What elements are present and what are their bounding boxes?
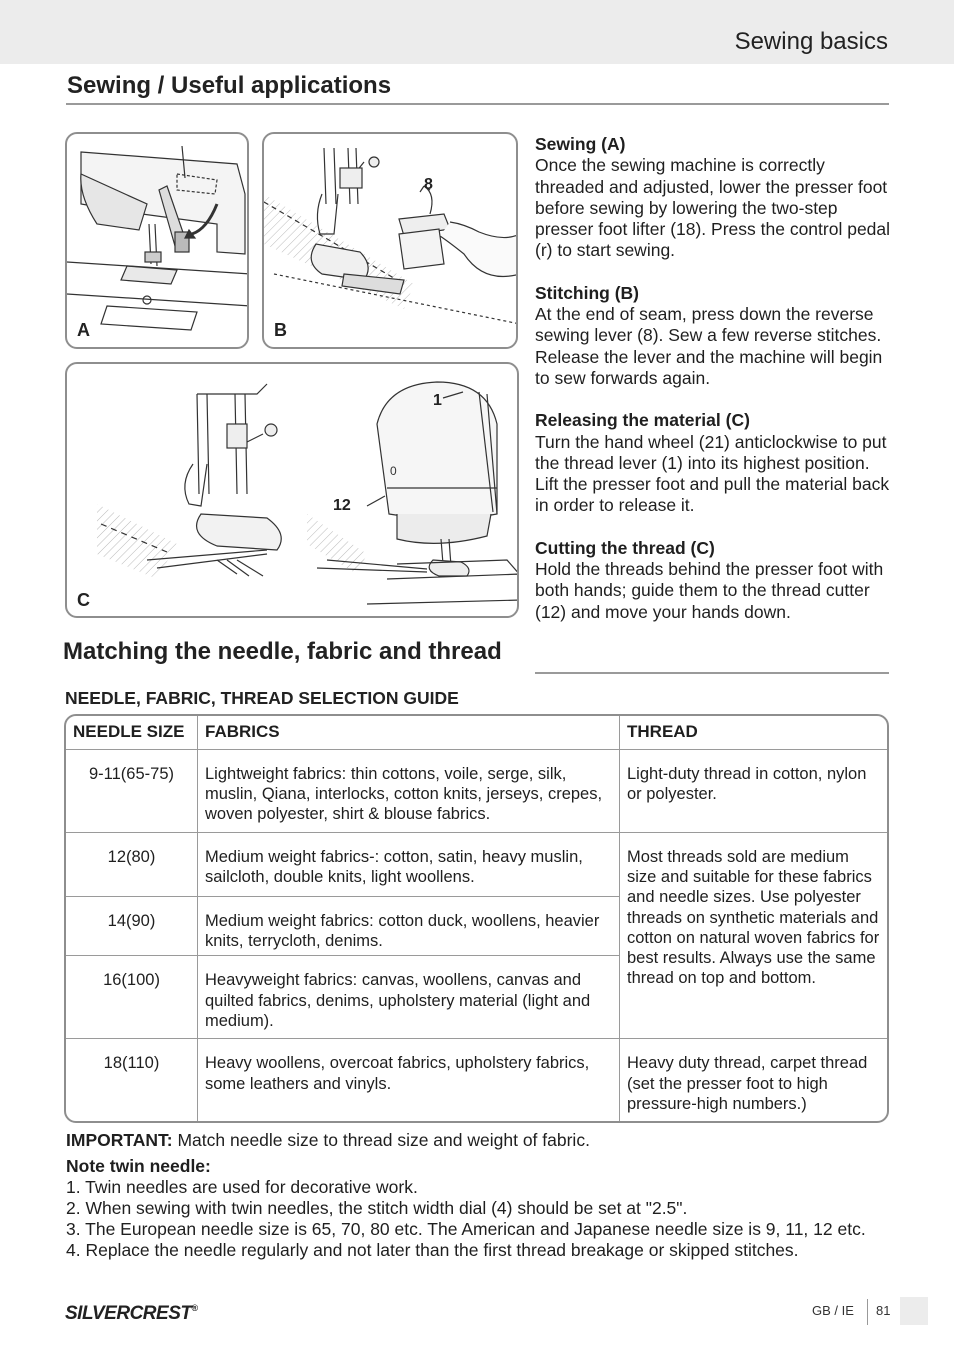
instruction-sewing-a bbox=[535, 134, 895, 262]
table-row bbox=[66, 750, 887, 833]
instruction-text: At the end of seam, press down the reverse sewing lever (8). Sew a few reverse stitches. Release the lever and the machine will begin to sew forwards again. bbox=[535, 304, 883, 388]
figure-label-a: A bbox=[77, 320, 90, 340]
important-note bbox=[66, 1130, 896, 1151]
header-fabrics: FABRICS bbox=[198, 716, 620, 750]
footer-divider bbox=[867, 1299, 868, 1325]
fabrics-cell: Lightweight fabrics: thin cottons, voile, serge, silk, muslin, Qiana, interlocks, cotton knits, jerseys, crepes, woven polyester, shirt & blouse fabrics. bbox=[198, 750, 620, 833]
figure-b-stitching bbox=[262, 132, 518, 349]
instruction-releasing-c bbox=[535, 410, 895, 516]
brand-name: SILVERCREST bbox=[65, 1303, 192, 1324]
instruction-heading: Sewing (A) bbox=[535, 134, 626, 154]
release-and-cut-illustration bbox=[67, 364, 519, 618]
instruction-text: Once the sewing machine is correctly threaded and adjusted, lower the presser foot before sewing by lowering the two-step presser foot lifter (18). Press the control pedal (r) to start sewing. bbox=[535, 155, 891, 261]
section-title-matching: Matching the needle, fabric and thread bbox=[63, 638, 502, 665]
callout-8: 8 bbox=[424, 176, 433, 193]
needle-size-cell: 9-11(65-75) bbox=[66, 750, 198, 833]
callout-12: 12 bbox=[333, 497, 351, 514]
instruction-heading: Stitching (B) bbox=[535, 282, 640, 303]
section-rule-2 bbox=[535, 672, 889, 674]
needle-size-cell: 18(110) bbox=[66, 1039, 198, 1122]
twin-needle-title: Note twin needle: bbox=[66, 1156, 211, 1176]
reverse-lever-illustration bbox=[264, 134, 518, 349]
instruction-heading: Cutting the thread (C) bbox=[535, 537, 715, 558]
table-header-row bbox=[66, 716, 887, 750]
fabrics-cell: Medium weight fabrics-: cotton, satin, heavy muslin, sailcloth, double knits, light woollens. bbox=[198, 833, 620, 897]
figure-a-sewing bbox=[65, 132, 249, 349]
fabrics-cell: Heavy woollens, overcoat fabrics, upholstery fabrics, some leathers and vinyls. bbox=[198, 1039, 620, 1122]
footer-tab bbox=[900, 1297, 928, 1325]
fabrics-cell: Medium weight fabrics: cotton duck, woollens, heavier knits, terrycloth, denims. bbox=[198, 897, 620, 956]
header-thread: THREAD bbox=[620, 716, 888, 750]
list-item: 2. When sewing with twin needles, the stitch width dial (4) should be set at "2.5". bbox=[66, 1198, 688, 1218]
notes-block bbox=[66, 1130, 896, 1261]
footer-language: GB / IE bbox=[812, 1303, 854, 1318]
twin-needle-list bbox=[66, 1177, 896, 1261]
list-item: 3. The European needle size is 65, 70, 80 etc. The American and Japanese needle size is 9, 11, 12 etc. bbox=[66, 1219, 866, 1239]
important-label: IMPORTANT: bbox=[66, 1130, 173, 1150]
figure-label-b: B bbox=[274, 320, 287, 340]
dial-mark: 0 bbox=[390, 464, 397, 478]
sewing-machine-lift-illustration bbox=[67, 134, 249, 349]
needle-size-cell: 16(100) bbox=[66, 956, 198, 1039]
brand-logo bbox=[65, 1303, 198, 1325]
selection-guide-table bbox=[64, 714, 889, 1123]
thread-cell-merged: Most threads sold are medium size and suitable for these fabrics and needle sizes. Use polyester threads on synthetic materials and cotton on natural woven fabrics for best results. Always use the same thread on top and bottom. bbox=[620, 833, 888, 1039]
instruction-heading: Releasing the material (C) bbox=[535, 410, 750, 431]
table-row bbox=[66, 833, 887, 897]
guide-table bbox=[66, 716, 887, 1122]
instruction-text: Hold the threads behind the presser foot with both hands; guide them to the thread cutter (12) and move your hands down. bbox=[535, 559, 884, 622]
list-item: 1. Twin needles are used for decorative work. bbox=[66, 1177, 418, 1197]
thread-cell: Heavy duty thread, carpet thread (set the presser foot to high pressure-high numbers.) bbox=[620, 1039, 888, 1122]
instruction-stitching-b bbox=[535, 283, 895, 389]
thread-cell: Light-duty thread in cotton, nylon or polyester. bbox=[620, 750, 888, 833]
page-number: 81 bbox=[876, 1303, 891, 1318]
header-needle-size: NEEDLE SIZE bbox=[66, 716, 198, 750]
figure-c-releasing bbox=[65, 362, 519, 618]
figure-label-c: C bbox=[77, 590, 90, 610]
instruction-text: Turn the hand wheel (21) anticlockwise to put the thread lever (1) into its highest position. Lift the presser foot and pull the material back in order to release it. bbox=[535, 431, 890, 516]
instructions-column bbox=[535, 134, 895, 644]
fabrics-cell: Heavyweight fabrics: canvas, woollens, canvas and quilted fabrics, denims, upholstery material (light and medium). bbox=[198, 956, 620, 1039]
list-item: 4. Replace the needle regularly and not later than the first thread breakage or skipped stitches. bbox=[66, 1240, 799, 1260]
registered-mark: ® bbox=[191, 1303, 198, 1313]
needle-size-cell: 12(80) bbox=[66, 833, 198, 897]
section-header-title: Sewing basics bbox=[734, 28, 888, 55]
instruction-cutting-c bbox=[535, 538, 895, 623]
table-row bbox=[66, 1039, 887, 1122]
section-title-sewing: Sewing / Useful applications bbox=[67, 72, 392, 99]
callout-1: 1 bbox=[433, 392, 442, 409]
guide-title: NEEDLE, FABRIC, THREAD SELECTION GUIDE bbox=[65, 688, 459, 708]
needle-size-cell: 14(90) bbox=[66, 897, 198, 956]
important-text: Match needle size to thread size and weight of fabric. bbox=[172, 1130, 590, 1150]
section-rule bbox=[66, 103, 889, 105]
